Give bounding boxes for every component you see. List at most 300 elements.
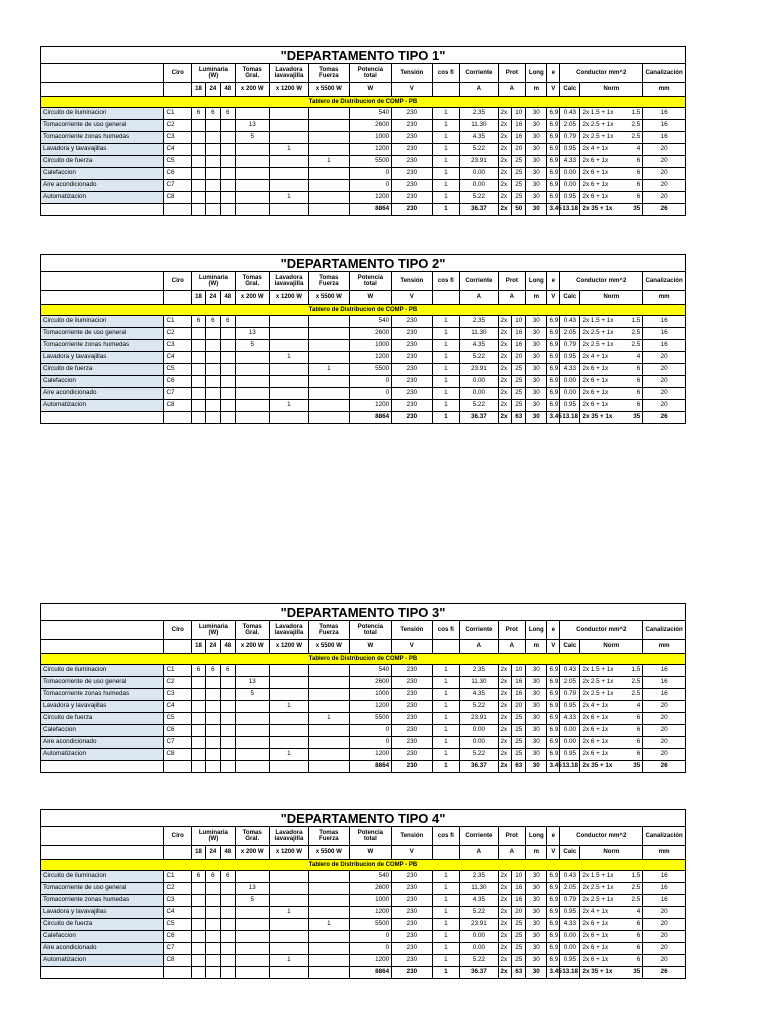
circuit-name: Tomacorriente de uso general [41,883,164,895]
canalizacion-cell: 20 [643,713,686,725]
potencia-cell: 2600 [349,120,392,132]
potencia-cell: 1000 [349,340,392,352]
norm-cell [580,689,643,701]
total-prot-amps: 63 [512,412,526,424]
tension-cell: 230 [392,132,432,144]
norm-wrap [582,110,640,116]
header-tomas-gral: Tomas Gral. [235,64,269,83]
long-cell: 30 [526,376,547,388]
tomas-gral-cell [235,907,269,919]
norm-main: 2x 1.5 + 1x [582,872,614,880]
norm-earth: 2.5 [631,329,641,337]
e-cell: 6.9 [547,907,560,919]
unit-blank [41,83,164,97]
corriente-cell: 0.00 [460,388,498,400]
unit-corriente: A [460,846,498,860]
unit-cos [432,846,460,860]
unit-norm: Norm [580,846,643,860]
corriente-cell: 4.35 [460,340,498,352]
total-blank [235,967,269,979]
header-conductor: Conductor mm^2 [560,64,643,83]
canalizacion-cell: 16 [643,316,686,328]
total-blank [220,204,235,216]
cos-cell: 1 [432,376,460,388]
lum-48-cell [220,931,235,943]
lum-48-cell [220,713,235,725]
lavadora-cell [269,919,308,931]
lum-48-cell [220,376,235,388]
total-cos: 1 [432,412,460,424]
long-cell: 30 [526,168,547,180]
cos-cell: 1 [432,340,460,352]
lum-24-cell [205,907,220,919]
tension-cell: 230 [392,120,432,132]
unit-tomas-fuerza: x 5500 W [309,291,349,305]
tomas-fuerza-cell: 1 [309,364,349,376]
norm-earth: 6 [636,944,641,952]
unit-corriente: A [460,291,498,305]
calc-cell: 0.00 [560,931,580,943]
tension-cell: 230 [392,701,432,713]
lum-24-cell [205,895,220,907]
prot-poles-cell: 2x [498,665,512,677]
unit-lum-24: 24 [205,640,220,654]
cos-cell: 1 [432,943,460,955]
lum-48-cell: 6 [220,665,235,677]
circuit-row [41,340,686,352]
lum-48-cell [220,955,235,967]
canalizacion-cell: 20 [643,701,686,713]
norm-main: 2x 6 + 1x [582,714,609,722]
total-canalizacion: 26 [643,204,686,216]
tomas-fuerza-cell [309,883,349,895]
lum-24-cell [205,943,220,955]
total-blank [192,967,206,979]
e-cell: 6.9 [547,737,560,749]
e-cell: 6.9 [547,895,560,907]
long-cell: 30 [526,895,547,907]
cos-cell: 1 [432,352,460,364]
circuit-name: Lavadora y lavavajillas [41,701,164,713]
prot-poles-cell: 2x [498,376,512,388]
tomas-fuerza-cell [309,144,349,156]
corriente-cell: 0.00 [460,931,498,943]
norm-wrap [582,354,640,360]
circuit-row [41,108,686,120]
circuit-name: Circuito de fuerza [41,156,164,168]
canalizacion-cell: 20 [643,907,686,919]
corriente-cell: 11.30 [460,328,498,340]
norm-wrap [582,194,640,200]
lavadora-cell [269,677,308,689]
circuit-row [41,168,686,180]
prot-poles-cell: 2x [498,132,512,144]
header-canalizacion: Canalización [643,827,686,846]
lavadora-cell [269,943,308,955]
e-cell: 6.9 [547,871,560,883]
header-canalizacion: Canalización [643,621,686,640]
unit-e: V [547,846,560,860]
unit-tomas-fuerza: x 5500 W [309,83,349,97]
lum-48-cell [220,388,235,400]
prot-amps-cell: 10 [512,871,526,883]
tension-cell: 230 [392,895,432,907]
header-tension: Tensión [392,827,432,846]
canalizacion-cell: 16 [643,883,686,895]
prot-amps-cell: 25 [512,725,526,737]
prot-poles-cell: 2x [498,677,512,689]
tomas-gral-cell: 13 [235,120,269,132]
calc-cell: 0.00 [560,737,580,749]
header-canalizacion: Canalización [643,272,686,291]
tomas-fuerza-cell [309,376,349,388]
unit-blank [164,846,192,860]
distribution-board-band: Tablero de Distribucion de COMP - PB [41,97,686,108]
canalizacion-cell: 20 [643,749,686,761]
unit-tension: V [392,291,432,305]
long-cell: 30 [526,931,547,943]
norm-main: 2x 2.5 + 1x [582,121,614,129]
tomas-gral-cell: 5 [235,895,269,907]
norm-wrap [582,122,640,128]
unit-long: m [526,640,547,654]
unit-corriente: A [460,640,498,654]
total-e: 3.45 [547,412,560,424]
norm-wrap [582,715,640,721]
prot-poles-cell: 2x [498,871,512,883]
lum-18-cell [192,883,206,895]
circuit-id: C6 [164,931,192,943]
tomas-gral-cell: 5 [235,340,269,352]
lum-18-cell [192,677,206,689]
norm-wrap [582,342,640,348]
norm-cell [580,352,643,364]
lum-48-cell [220,701,235,713]
norm-earth: 1.5 [631,666,641,674]
lum-18-cell [192,168,206,180]
norm-cell [580,907,643,919]
tension-cell: 230 [392,168,432,180]
unit-lavadora: x 1200 W [269,291,308,305]
header-circ: Ciro [164,621,192,640]
unit-lum-18: 18 [192,640,206,654]
lum-24-cell [205,737,220,749]
header-potencia: Potencia total [349,272,392,291]
norm-wrap [582,957,640,963]
norm-main: 2x 6 + 1x [582,920,609,928]
norm-wrap [582,158,640,164]
lavadora-cell [269,871,308,883]
canalizacion-cell: 20 [643,156,686,168]
header-luminaria: Luminaria (W) [192,272,236,291]
unit-lum-24: 24 [205,83,220,97]
circuit-name: Tomacorriente de uso general [41,677,164,689]
calc-cell: 0.79 [560,340,580,352]
e-cell: 6.9 [547,665,560,677]
lavadora-cell: 1 [269,400,308,412]
circuit-id: C8 [164,955,192,967]
tomas-gral-cell [235,156,269,168]
unit-e: V [547,83,560,97]
lum-48-cell [220,689,235,701]
total-prot-poles: 2x [498,761,512,773]
potencia-cell: 1000 [349,895,392,907]
circuit-name: Circuito de iluminacion [41,665,164,677]
long-cell: 30 [526,192,547,204]
corriente-cell: 2.35 [460,108,498,120]
lavadora-cell [269,156,308,168]
circuit-id: C7 [164,180,192,192]
calc-cell: 0.95 [560,192,580,204]
prot-poles-cell: 2x [498,919,512,931]
lum-48-cell: 6 [220,316,235,328]
corriente-cell: 23.91 [460,156,498,168]
tension-cell: 230 [392,180,432,192]
corriente-cell: 5.22 [460,701,498,713]
header-circ: Ciro [164,272,192,291]
total-blank [205,204,220,216]
norm-earth: 2.5 [631,690,641,698]
norm-wrap [582,739,640,745]
department-table [40,254,686,424]
long-cell: 30 [526,955,547,967]
lum-18-cell: 6 [192,316,206,328]
prot-poles-cell: 2x [498,328,512,340]
prot-amps-cell: 25 [512,737,526,749]
unit-norm: Norm [580,291,643,305]
unit-cos [432,640,460,654]
circuit-name: Automatizacion [41,400,164,412]
lavadora-cell [269,120,308,132]
tomas-fuerza-cell [309,192,349,204]
header-blank [41,827,164,846]
norm-wrap [582,727,640,733]
corriente-cell: 5.22 [460,400,498,412]
prot-poles-cell: 2x [498,400,512,412]
potencia-cell: 1200 [349,352,392,364]
lum-18-cell [192,943,206,955]
total-tension: 230 [392,412,432,424]
tomas-fuerza-cell [309,168,349,180]
prot-poles-cell: 2x [498,907,512,919]
norm-wrap [582,667,640,673]
lavadora-cell [269,388,308,400]
norm-cell [580,943,643,955]
lum-48-cell [220,943,235,955]
calc-cell: 0.00 [560,725,580,737]
tension-cell: 230 [392,919,432,931]
canalizacion-cell: 20 [643,919,686,931]
lavadora-cell [269,180,308,192]
norm-earth: 4 [636,908,641,916]
lum-18-cell [192,895,206,907]
circuit-row [41,713,686,725]
prot-amps-cell: 25 [512,168,526,180]
tension-cell: 230 [392,883,432,895]
norm-main: 2x 4 + 1x [582,353,609,361]
unit-canalizacion: mm [643,640,686,654]
norm-earth: 6 [636,181,641,189]
header-corriente: Corriente [460,827,498,846]
tomas-gral-cell [235,943,269,955]
total-prot-amps: 63 [512,967,526,979]
corriente-cell: 5.22 [460,352,498,364]
header-luminaria: Luminaria (W) [192,64,236,83]
norm-earth: 35 [633,413,641,421]
tension-cell: 230 [392,943,432,955]
calc-cell: 2.05 [560,120,580,132]
cos-cell: 1 [432,737,460,749]
unit-tomas-fuerza: x 5500 W [309,846,349,860]
potencia-cell: 540 [349,316,392,328]
norm-earth: 1.5 [631,317,641,325]
corriente-cell: 4.35 [460,132,498,144]
total-norm [580,412,643,424]
calc-cell: 0.79 [560,689,580,701]
lum-48-cell [220,120,235,132]
table-slot-2 [40,254,686,424]
calc-cell: 0.43 [560,871,580,883]
norm-main: 2x 2.5 + 1x [582,690,614,698]
tomas-gral-cell [235,931,269,943]
unit-lum-48: 48 [220,83,235,97]
potencia-cell: 0 [349,388,392,400]
norm-cell [580,168,643,180]
corriente-cell: 23.91 [460,713,498,725]
lavadora-cell: 1 [269,192,308,204]
norm-main: 2x 35 + 1x [582,413,613,421]
total-tension: 230 [392,761,432,773]
lum-18-cell [192,400,206,412]
total-norm [580,204,643,216]
circuit-id: C5 [164,156,192,168]
header-circ: Ciro [164,827,192,846]
norm-cell [580,701,643,713]
lum-24-cell [205,132,220,144]
circuit-id: C4 [164,352,192,364]
cos-cell: 1 [432,168,460,180]
norm-cell [580,737,643,749]
circuit-name: Automatizacion [41,749,164,761]
tomas-fuerza-cell [309,871,349,883]
unit-tension: V [392,846,432,860]
circuit-row [41,919,686,931]
unit-calc: Calc [560,83,580,97]
norm-cell [580,713,643,725]
cos-cell: 1 [432,665,460,677]
lavadora-cell: 1 [269,907,308,919]
total-blank [192,204,206,216]
lum-24-cell [205,328,220,340]
canalizacion-cell: 16 [643,689,686,701]
norm-main: 2x 2.5 + 1x [582,341,614,349]
calc-cell: 4.33 [560,364,580,376]
header-blank [41,621,164,640]
lum-18-cell: 6 [192,108,206,120]
tension-cell: 230 [392,749,432,761]
e-cell: 6.9 [547,340,560,352]
lavadora-cell [269,737,308,749]
canalizacion-cell: 16 [643,340,686,352]
e-cell: 6.9 [547,376,560,388]
circuit-row [41,364,686,376]
circuit-name: Circuito de iluminacion [41,316,164,328]
tomas-fuerza-cell: 1 [309,919,349,931]
prot-poles-cell: 2x [498,364,512,376]
lavadora-cell [269,931,308,943]
prot-poles-cell: 2x [498,168,512,180]
lavadora-cell [269,689,308,701]
norm-main: 2x 6 + 1x [582,932,609,940]
e-cell: 6.9 [547,120,560,132]
norm-wrap [582,414,640,420]
e-cell: 6.9 [547,931,560,943]
unit-tomas-gral: x 200 W [235,846,269,860]
lum-24-cell [205,364,220,376]
circuit-id: C3 [164,340,192,352]
header-long: Long [526,621,547,640]
long-cell: 30 [526,713,547,725]
norm-earth: 6 [636,714,641,722]
corriente-cell: 4.35 [460,895,498,907]
circuit-row [41,352,686,364]
norm-earth: 2.5 [631,133,641,141]
canalizacion-cell: 20 [643,144,686,156]
lum-24-cell [205,725,220,737]
corriente-cell: 2.35 [460,665,498,677]
norm-wrap [582,170,640,176]
tomas-gral-cell [235,180,269,192]
total-cos: 1 [432,967,460,979]
total-norm [580,967,643,979]
norm-earth: 2.5 [631,121,641,129]
norm-earth: 6 [636,377,641,385]
long-cell: 30 [526,120,547,132]
potencia-cell: 0 [349,943,392,955]
norm-earth: 6 [636,726,641,734]
norm-earth: 6 [636,365,641,373]
prot-amps-cell: 10 [512,108,526,120]
prot-amps-cell: 25 [512,400,526,412]
norm-earth: 35 [633,968,641,976]
tomas-gral-cell [235,144,269,156]
lum-24-cell [205,156,220,168]
e-cell: 6.9 [547,388,560,400]
norm-wrap [582,933,640,939]
header-e: e [547,827,560,846]
norm-wrap [582,763,640,769]
lavadora-cell [269,883,308,895]
tomas-fuerza-cell [309,701,349,713]
total-corriente: 36.37 [460,412,498,424]
norm-main: 2x 2.5 + 1x [582,329,614,337]
circuit-id: C5 [164,919,192,931]
total-blank [235,412,269,424]
header-lavadora: Lavadora lavavajilla [269,272,308,291]
circuit-id: C4 [164,701,192,713]
total-potencia: 8864 [349,761,392,773]
circuit-row [41,701,686,713]
circuit-id: C6 [164,725,192,737]
norm-cell [580,132,643,144]
e-cell: 6.9 [547,701,560,713]
circuit-name: Calefaccion [41,931,164,943]
tension-cell: 230 [392,400,432,412]
norm-cell [580,388,643,400]
header-e: e [547,64,560,83]
calc-cell: 4.33 [560,156,580,168]
prot-poles-cell: 2x [498,895,512,907]
